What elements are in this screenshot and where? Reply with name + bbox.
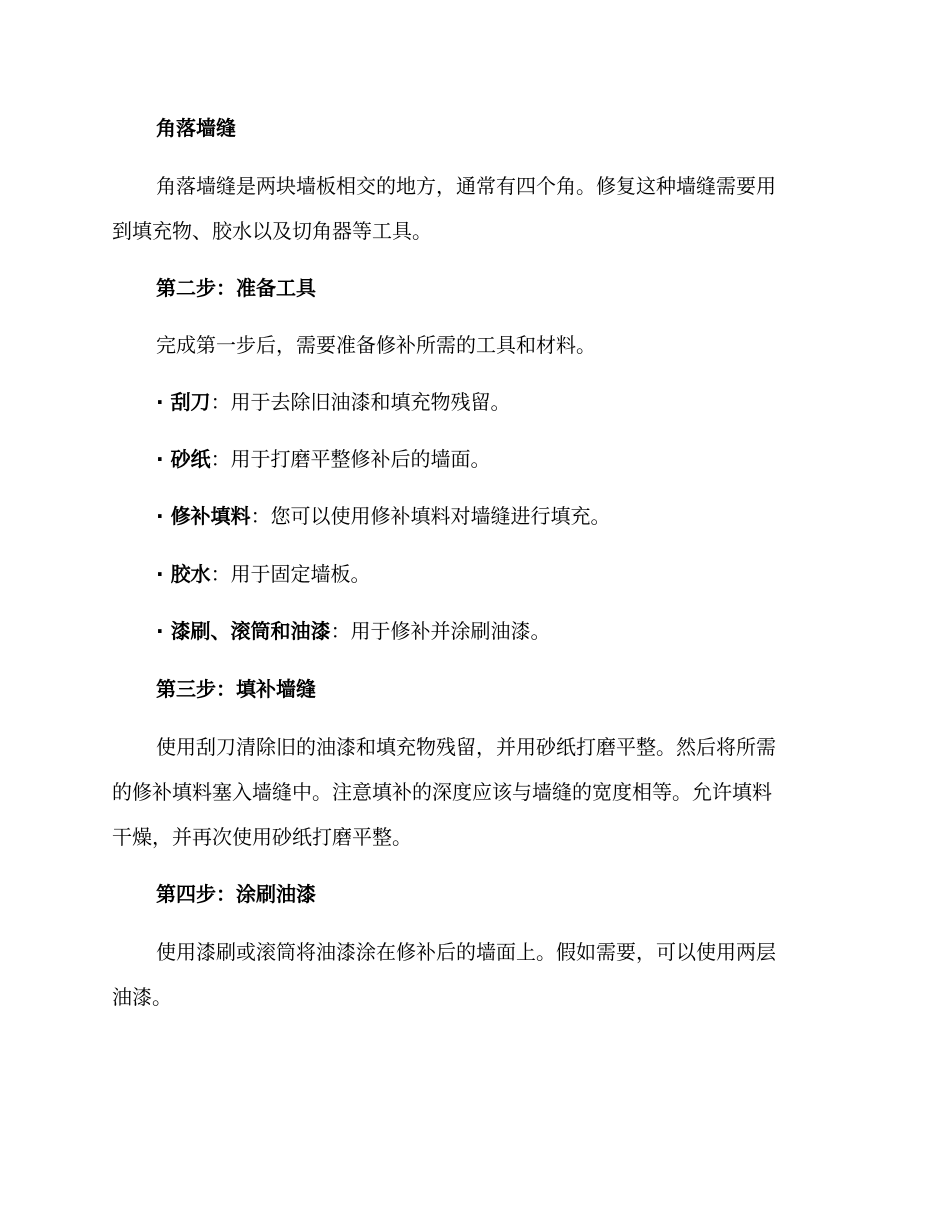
tool-description: ：用于去除旧油漆和填充物残留。 [210,390,511,414]
tool-bullet: · [156,504,171,528]
tool-item-glue [156,552,886,597]
step4-paragraph-line-1: 使用漆刷或滚筒将油漆涂在修补后的墙面上。假如需要，可以使用两层 [156,940,776,964]
step3-paragraph-line-1: 使用刮刀清除旧的油漆和填充物残留，并用砂纸打磨平整。然后将所需 [156,735,776,759]
tool-term: 胶水 [170,562,211,586]
tool-item-filler [156,494,886,539]
step3-paragraph-line-3: 干燥，并再次使用砂纸打磨平整。 [112,825,412,849]
tool-term: 修补填料 [170,504,251,528]
corner-seam-paragraph-line-1: 角落墙缝是两块墙板相交的地方，通常有四个角。修复这种墙缝需要用 [156,174,776,198]
tool-item-sandpaper [156,437,886,482]
tool-description: ：用于修补并涂刷油漆。 [330,619,551,643]
step4-paragraph-line-2: 油漆。 [112,985,172,1009]
tool-bullet: · [156,390,171,414]
tool-bullet: · [156,619,171,643]
step3-heading: 第三步：填补墙缝 [156,677,316,701]
corner-seam-paragraph-line-2: 到填充物、胶水以及切角器等工具。 [112,219,432,243]
tool-description: ：用于打磨平整修补后的墙面。 [210,447,491,471]
tool-bullet: · [156,447,171,471]
step4-heading: 第四步：涂刷油漆 [156,882,316,906]
step3-paragraph-line-2: 的修补填料塞入墙缝中。注意填补的深度应该与墙缝的宽度相等。允许填料 [112,780,772,804]
tool-term: 漆刷、滚筒和油漆 [170,619,331,643]
tool-item-scraper [156,380,886,425]
corner-seam-heading: 角落墙缝 [156,116,236,140]
tool-description: ：您可以使用修补填料对墙缝进行填充。 [250,504,611,528]
step2-heading: 第二步：准备工具 [156,276,316,300]
step2-intro: 完成第一步后，需要准备修补所需的工具和材料。 [156,333,596,357]
tool-term: 刮刀 [170,390,211,414]
tool-bullet: · [156,562,171,586]
tool-term: 砂纸 [170,447,211,471]
tool-item-brush-roller-paint [156,609,886,654]
tool-description: ：用于固定墙板。 [210,562,371,586]
